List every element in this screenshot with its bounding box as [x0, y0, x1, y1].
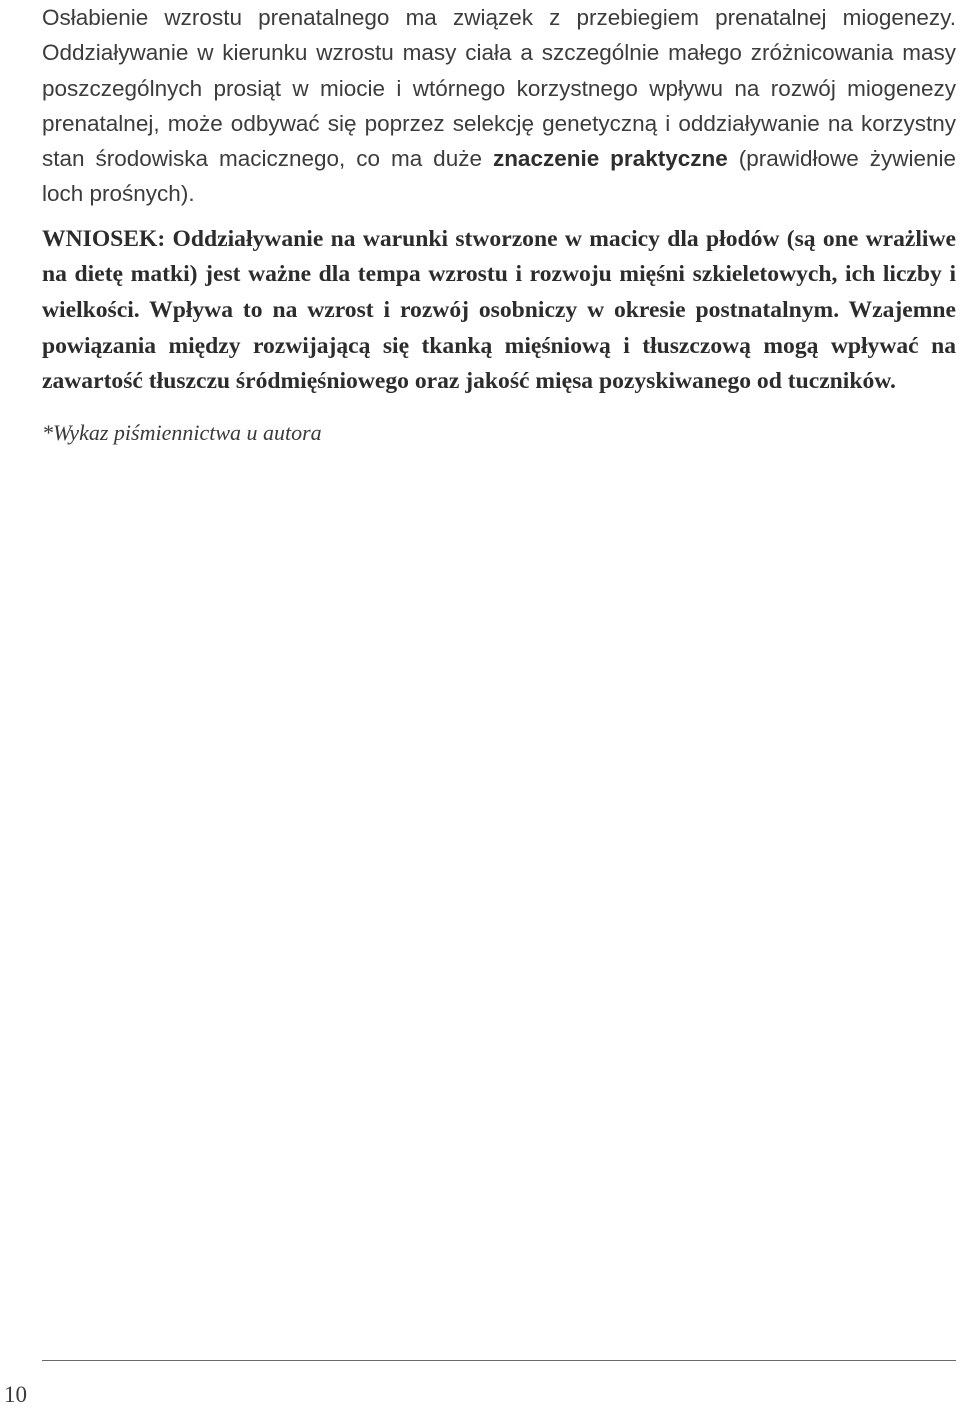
body-paragraph-text-end: (prawidłowe żywienie loch prośnych). — [42, 146, 956, 207]
page-body — [42, 0, 956, 448]
conclusion-paragraph: WNIOSEK: Oddziaływanie na warunki stworzone w macicy dla płodów (są one wrażliwe na dietę matki) jest ważne dla tempa wzrostu i rozwoju mięśni szkieletowych, ich liczby i wielkości. Wpływa to na wzrost i rozwój osobniczy w okresie postnatalnym. Wzajemne powiązania między rozwijającą się tkanką mięśniową i tłuszczową mogą wpływać na zawartość tłuszczu śródmięśniowego oraz jakość mięsa pozyskiwanego od tuczników. — [42, 225, 956, 395]
body-paragraph — [42, 0, 956, 212]
page-number: 10 — [4, 1382, 27, 1407]
footer-divider — [42, 1360, 956, 1361]
references-note: *Wykaz piśmiennictwa u autora — [42, 419, 322, 445]
emphasized-phrase: znaczenie praktyczne — [492, 146, 728, 172]
body-paragraph-text-start: Osłabienie wzrostu prenatalnego ma związek z przebiegiem prenatalnej miogenezy. Oddziaływanie w kierunku wzrostu masy ciała a szczególnie małego zróżnicowania masy poszczególnych prosiąt w miocie i wtórnego korzystnego wpływu na rozwój miogenezy prenatalnej, może odbywać się poprzez selekcję genetyczną i oddziaływanie na korzystny stan środowiska macicznego, co ma duże — [42, 5, 956, 172]
